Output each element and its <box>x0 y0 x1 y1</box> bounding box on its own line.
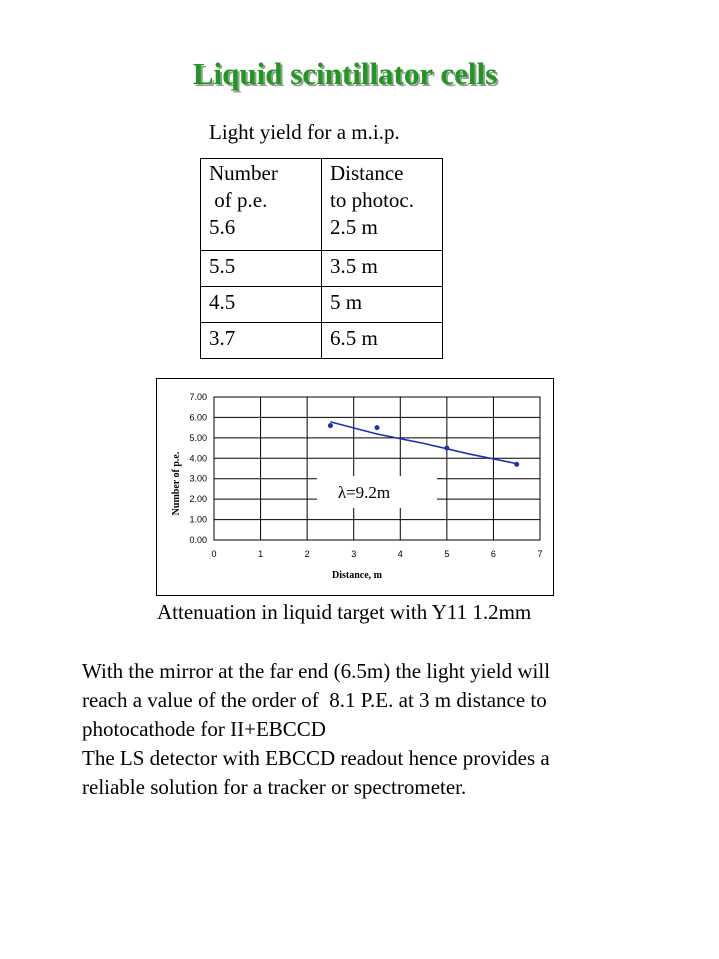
y-tick-label: 2.00 <box>189 494 207 505</box>
table-cell: 5 m <box>322 287 443 323</box>
body-text <box>82 657 682 802</box>
text-line: photocathode for II+EBCCD <box>82 717 326 741</box>
header-pe-line1: Number <box>209 161 278 185</box>
page-title: Liquid scintillator cells <box>192 56 498 91</box>
data-point <box>375 425 380 430</box>
table-row <box>201 287 443 323</box>
header-distance-line1: Distance <box>330 161 404 185</box>
x-axis-label: Distance, m <box>332 570 382 581</box>
paragraph-mirror <box>82 657 682 744</box>
table-row <box>201 323 443 359</box>
y-tick-label: 7.00 <box>189 392 207 402</box>
x-tick-label: 2 <box>304 549 310 559</box>
x-tick-label: 6 <box>490 549 496 559</box>
table-cell: 5.6 <box>209 215 236 239</box>
light-yield-table <box>200 158 443 359</box>
table-subtitle: Light yield for a m.i.p. <box>209 120 400 144</box>
header-distance-line2: to photoc. <box>330 188 414 212</box>
y-tick-label: 6.00 <box>189 412 207 423</box>
y-tick-label: 5.00 <box>189 432 207 443</box>
attenuation-chart <box>156 378 554 596</box>
x-tick-label: 5 <box>444 549 450 559</box>
table-cell: 5.5 <box>201 251 322 287</box>
table-cell: 2.5 m <box>330 215 378 239</box>
x-tick-label: 3 <box>351 549 357 559</box>
header-pe-line2: of p.e. <box>209 188 268 212</box>
x-tick-label: 1 <box>258 549 264 559</box>
header-cell-distance <box>322 159 443 251</box>
y-axis-label: Number of p.e. <box>171 451 182 516</box>
data-point <box>514 462 519 467</box>
paragraph-conclusion <box>82 744 682 802</box>
y-tick-label: 1.00 <box>189 514 207 525</box>
y-tick-label: 3.00 <box>189 473 207 484</box>
y-tick-label: 0.00 <box>189 535 207 545</box>
table-cell: 6.5 m <box>322 323 443 359</box>
header-cell-pe <box>201 159 322 251</box>
x-tick-label: 4 <box>397 549 403 559</box>
table-header-row <box>201 159 443 251</box>
text-line: reach a value of the order of 8.1 P.E. at 3 m distance to <box>82 688 547 712</box>
text-line: reliable solution for a tracker or spectrometer. <box>82 775 467 799</box>
table-cell: 3.7 <box>201 323 322 359</box>
table-row <box>201 251 443 287</box>
text-line: With the mirror at the far end (6.5m) the light yield will <box>82 659 551 683</box>
data-point <box>328 423 333 428</box>
plot-area <box>214 397 540 540</box>
y-tick-label: 4.00 <box>189 453 207 464</box>
x-tick-label: 7 <box>537 549 543 559</box>
x-tick-label: 0 <box>211 549 217 559</box>
data-point <box>444 446 449 451</box>
text-line: The LS detector with EBCCD readout hence provides a <box>82 746 550 770</box>
lambda-annotation: λ=9.2m <box>337 483 391 502</box>
table-cell: 3.5 m <box>322 251 443 287</box>
table-cell: 4.5 <box>201 287 322 323</box>
chart-svg <box>157 379 553 595</box>
chart-caption: Attenuation in liquid target with Y11 1.2mm <box>157 600 532 624</box>
